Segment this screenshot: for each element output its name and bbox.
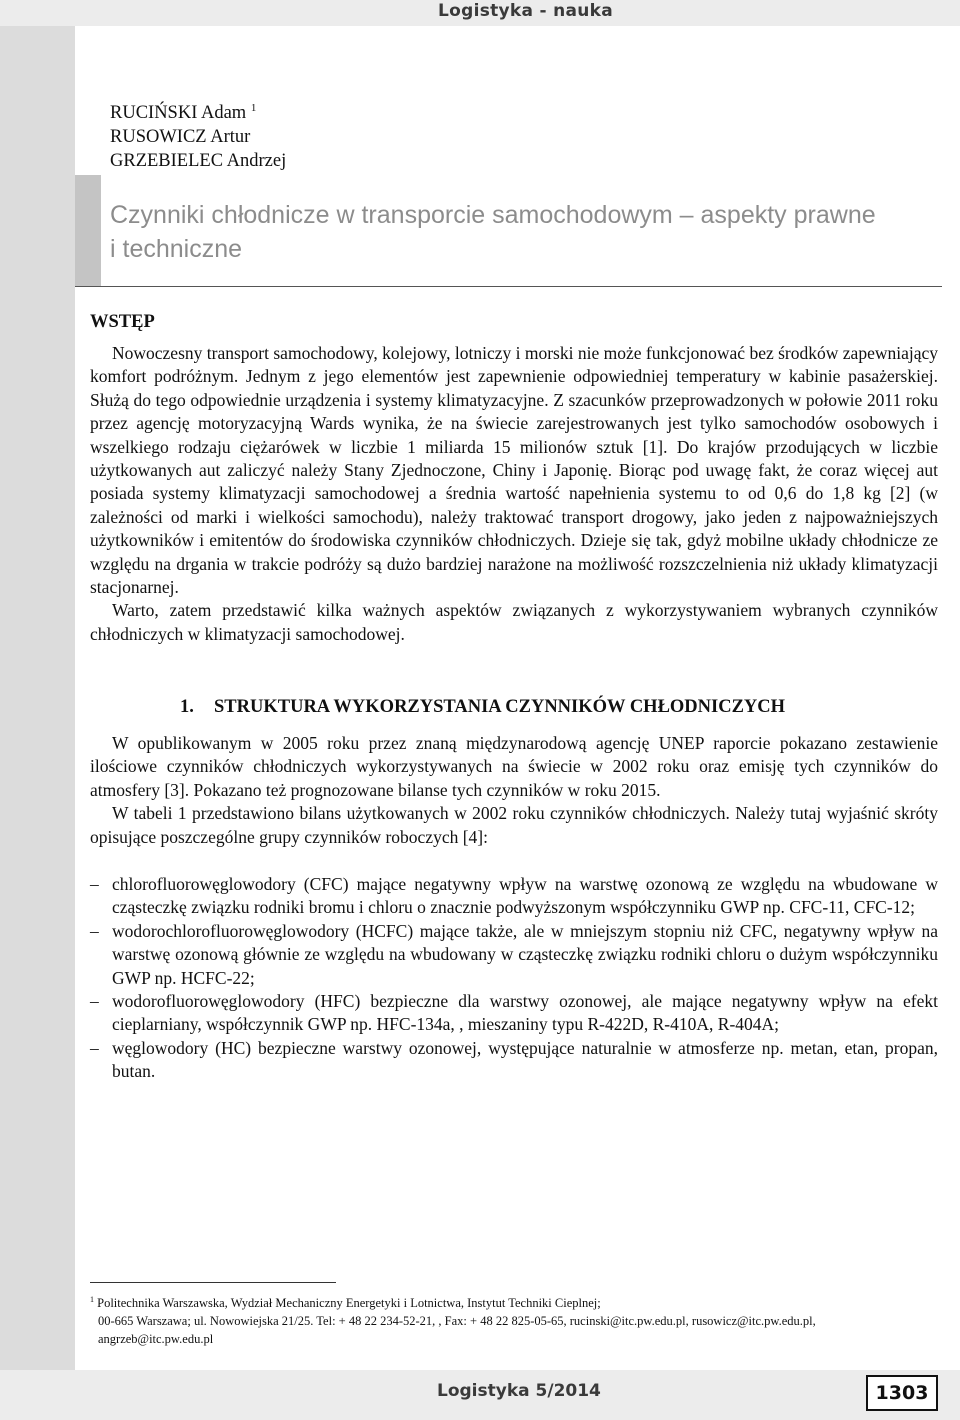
article-title-line: i techniczne bbox=[110, 235, 243, 263]
left-margin-band bbox=[0, 26, 75, 1370]
footnote bbox=[90, 1291, 930, 1348]
list-bullet: – bbox=[90, 920, 99, 941]
intro-heading: WSTĘP bbox=[90, 312, 155, 332]
author: RUCIŃSKI Adam $^1$ bbox=[110, 102, 257, 124]
section-title: STRUKTURA WYKORZYSTANIA CZYNNIKÓW CHŁODNICZYCH bbox=[214, 697, 786, 717]
article-title bbox=[110, 198, 910, 266]
footnote-rule bbox=[90, 1282, 336, 1283]
title-rule bbox=[75, 286, 942, 287]
journal-name: Logistyka 5/2014 bbox=[437, 1381, 601, 1401]
list-item: – wodorofluorowęglowodory (HFC) bezpieczne dla warstwy ozonowej, ale mające negatywny wpływ na efekt cieplarniany, współczynnik GWP np. HFC-134a, , mieszaniny typu R-422D, R-410A, R-404A; bbox=[90, 991, 938, 1035]
list-item: – wodorochlorofluorowęglowodory (HCFC) mające także, ale w mniejszym stopniu niż CFC, negatywny wpływ na warstwę ozonową głównie ze względu na wbudowany w cząsteczkę związku rodniki chloru o dużym współczynniku GWP np. HCFC-22; bbox=[90, 920, 938, 988]
list-bullet: – bbox=[90, 874, 99, 894]
footnote-line: 00-665 Warszawa; ul. Nowowiejska 21/25. Tel: + 48 22 234-52-21, , Fax: + 48 22 825-05-65, rucinski@itc.pw.edu.pl, rusowicz@itc.pw.edu.pl, bbox=[98, 1314, 816, 1329]
section-body bbox=[90, 732, 938, 849]
author: GRZEBIELEC Andrzej bbox=[110, 151, 287, 172]
footnote-mark: 1 bbox=[90, 1295, 94, 1304]
paragraph: Warto, zatem przedstawić kilka ważnych aspektów związanych z wykorzystywaniem wybranych czynników chłodniczych w klimatyzacji samochodowej. bbox=[90, 600, 938, 644]
running-header: Logistyka - nauka bbox=[438, 1, 614, 21]
list-bullet: – bbox=[90, 991, 99, 1012]
abbreviation-list bbox=[90, 873, 938, 1084]
section-number: 1. bbox=[180, 697, 194, 717]
author-affiliation-mark: 1 bbox=[250, 102, 257, 114]
intro-body bbox=[90, 342, 938, 646]
footnote-line: $^1$ Politechnika Warszawska, Wydział Mechaniczny Energetyki i Lotnictwa, Instytut Techniki Cieplnej; bbox=[90, 1295, 601, 1311]
author: RUSOWICZ Artur bbox=[110, 127, 251, 148]
footnote-line: angrzeb@itc.pw.edu.pl bbox=[98, 1332, 214, 1347]
list-item: – węglowodory (HC) bezpieczne warstwy ozonowej, występujące naturalnie w atmosferze np. metan, etan, propan, butan. bbox=[90, 1037, 938, 1082]
paragraph: Nowoczesny transport samochodowy, kolejowy, lotniczy i morski nie może funkcjonować bez środków zapewniający komfort podróżnym. Jednym z jego elementów jest zapewnienie odpowiedniej temperatury w kabinie pasażerskiej. Służą do tego odpowiednie urządzenia i systemy klimatyzacyjne. Z szacunków przeprowadzonych w połowie 2011 roku przez agencję motoryzacyjną Wards wynika, że na świecie zarejestrowanych jest tylko samochodów osobowych i wszelkiego rodzaju ciężarówek w liczbie 1 miliarda 15 milionów sztuk [1]. Do krajów przodujących w liczbie użytkowanych aut zaliczyć należy Stany Zjednoczone, Chiny i Japonię. Biorąc pod uwagę fakt, że coraz więcej aut posiada systemy klimatyzacji samochodowej a średnia wartość napełnienia systemu to od 0,6 do 1,8 kg [2] (w zależności od marki i wielkości samochodu), należy traktować transport drogowy, jako jeden z najpoważniejszych użytkowników i emitentów do środowiska czynników chłodniczych. Dzieje się tak, gdyż mobilne układy chłodnicze ze względu na drgania w trakcie podróży są dużo bardziej narażone na możliwość rozszczelnienia niż układy klimatyzacji stacjonarnej. bbox=[90, 343, 938, 598]
paragraph: W opublikowanym w 2005 roku przez znaną międzynarodową agencję UNEP raporcie pokazano zestawienie ilościowe czynników chłodniczych wykorzystywanych na świecie w 2002 roku oraz emisję tych czynników do atmosfery [3]. Pokazano też prognozowane bilanse tych czynników w roku 2015. bbox=[90, 733, 938, 800]
author-list bbox=[110, 96, 286, 173]
list-bullet: – bbox=[90, 1037, 99, 1058]
paragraph: W tabeli 1 przedstawiono bilans użytkowanych w 2002 roku czynników chłodniczych. Należy tutaj wyjaśnić skróty opisujące poszczególne grupy czynników roboczych [4]: bbox=[90, 803, 938, 847]
list-item: – chlorofluorowęglowodory (CFC) mające negatywny wpływ na warstwę ozonową ze względu na wbudowane w cząsteczkę związku rodniki bromu i chloru o znacznie podwyższonym współczynniku GWP np. CFC-11, CFC-12; bbox=[90, 874, 938, 918]
page-number: 1303 bbox=[866, 1375, 938, 1411]
article-title-line: Czynniki chłodnicze w transporcie samochodowym – aspekty prawne bbox=[110, 201, 876, 229]
title-accent-block bbox=[75, 175, 101, 287]
